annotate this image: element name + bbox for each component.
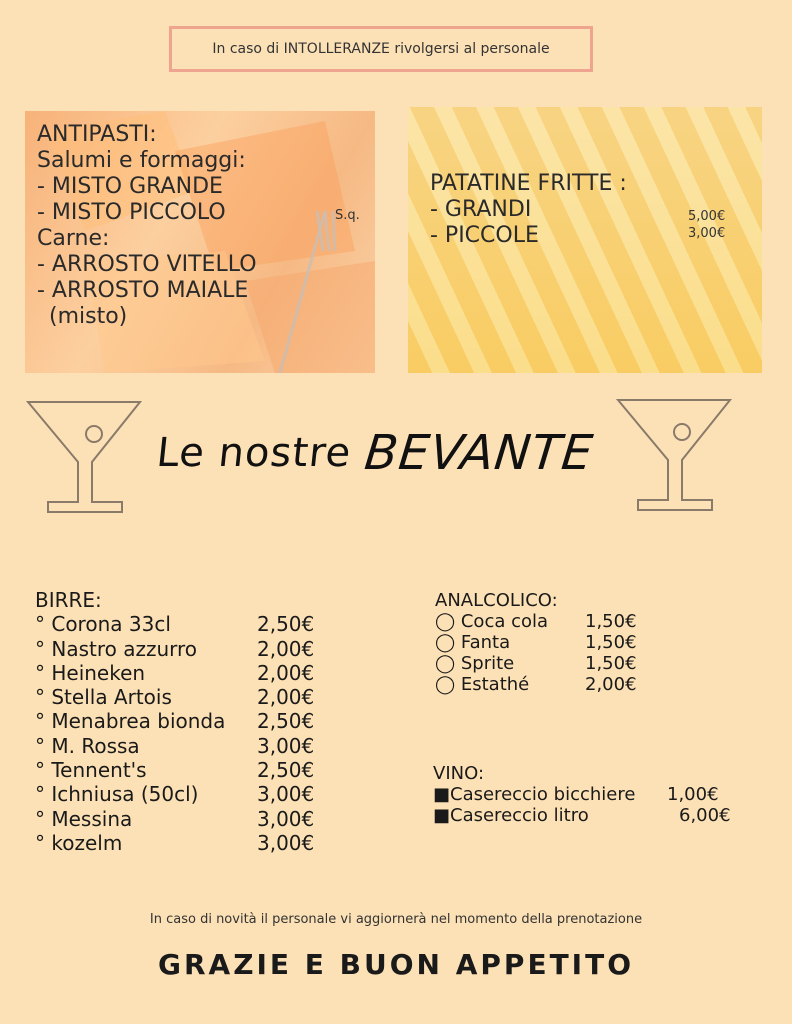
list-item — [35, 734, 314, 758]
footnote: In caso di novità il personale vi aggiornerà nel momento della prenotazione — [149, 912, 643, 927]
item-name: ° Messina — [35, 806, 133, 831]
item-name: ◯ Coca cola — [435, 611, 549, 632]
patatine-list — [430, 171, 627, 249]
cocktail-glass-icon — [616, 396, 734, 516]
item-price: 1,50€ — [585, 632, 637, 653]
item-name: ◯ Estathé — [435, 674, 530, 695]
thanks-message: GRAZIE E BUON APPETITO — [157, 948, 634, 981]
item-name: ◯ Sprite — [435, 653, 515, 674]
patatine-line: PATATINE FRITTE : — [430, 171, 627, 196]
item-name: ° M. Rossa — [35, 733, 140, 758]
item-price: 6,00€ — [679, 805, 731, 826]
patatine-line: - PICCOLE — [430, 223, 539, 248]
section-title — [154, 418, 597, 488]
item-price: 3,00€ — [257, 830, 315, 855]
list-item — [435, 674, 637, 695]
antipasti-line: ANTIPASTI: — [37, 122, 157, 147]
birre-title: BIRRE: — [35, 588, 102, 612]
item-name: ■Casereccio litro — [433, 805, 589, 826]
antipasti-line: Carne: — [37, 226, 110, 251]
item-price: 1,00€ — [667, 784, 719, 805]
item-price: 1,50€ — [585, 611, 637, 632]
antipasti-line: (misto) — [49, 304, 128, 329]
item-name: ◯ Fanta — [435, 632, 511, 653]
cocktail-glass-icon — [26, 398, 144, 518]
item-price: 3,00€ — [257, 733, 315, 758]
item-price: 3,00€ — [257, 806, 315, 831]
item-price: 3,00€ — [257, 782, 315, 807]
item-price: 1,50€ — [585, 653, 637, 674]
item-name: ° kozelm — [35, 830, 123, 855]
item-price: 2,00€ — [257, 636, 315, 661]
antipasti-line: - ARROSTO VITELLO — [37, 252, 257, 277]
item-price: 2,50€ — [257, 758, 315, 783]
antipasti-list — [37, 122, 257, 330]
item-name: ■Casereccio bicchiere — [433, 784, 636, 805]
patatine-line: - GRANDI — [430, 197, 532, 222]
list-item — [435, 653, 637, 674]
analcolico-list — [435, 590, 637, 695]
analcolico-title: ANALCOLICO: — [435, 590, 558, 611]
item-name: ° Corona 33cl — [35, 612, 171, 637]
list-item — [433, 784, 731, 805]
list-item — [35, 612, 314, 636]
list-item — [35, 709, 314, 733]
antipasti-panel — [25, 111, 375, 373]
list-item — [35, 661, 314, 685]
list-item — [433, 805, 731, 826]
item-name: ° Nastro azzurro — [35, 636, 198, 661]
item-price: 2,50€ — [257, 709, 315, 734]
item-name: ° Menabrea bionda — [35, 709, 226, 734]
antipasti-line: - MISTO PICCOLO — [37, 200, 226, 225]
patatine-price-piccole: 3,00€ — [688, 226, 726, 241]
patatine-panel — [408, 107, 762, 373]
item-name: ° Ichniusa (50cl) — [35, 782, 199, 807]
list-item — [35, 782, 314, 806]
list-item — [35, 637, 314, 661]
section-title-part1: Le nostre — [154, 430, 354, 476]
list-item — [35, 685, 314, 709]
list-item — [35, 807, 314, 831]
list-item — [435, 611, 637, 632]
antipasti-line: Salumi e formaggi: — [37, 148, 246, 173]
antipasti-line: - ARROSTO MAIALE — [37, 278, 249, 303]
item-name: ° Stella Artois — [35, 685, 172, 710]
antipasti-line: - MISTO GRANDE — [37, 174, 223, 199]
list-item — [35, 758, 314, 782]
birre-list — [35, 588, 314, 855]
vino-list — [433, 763, 731, 826]
section-title-part2: BEVANTE — [362, 425, 597, 481]
item-name: ° Heineken — [35, 660, 146, 685]
intolerance-notice: In caso di INTOLLERANZE rivolgersi al personale — [169, 26, 593, 72]
item-price: 2,50€ — [257, 612, 315, 637]
patatine-price-grandi: 5,00€ — [688, 209, 726, 224]
list-item — [435, 632, 637, 653]
vino-title: VINO: — [433, 763, 485, 784]
item-name: ° Tennent's — [35, 758, 147, 783]
item-price: 2,00€ — [257, 660, 315, 685]
list-item — [35, 831, 314, 855]
antipasti-price: S.q. — [335, 208, 360, 223]
item-price: 2,00€ — [257, 685, 315, 710]
item-price: 2,00€ — [585, 674, 637, 695]
